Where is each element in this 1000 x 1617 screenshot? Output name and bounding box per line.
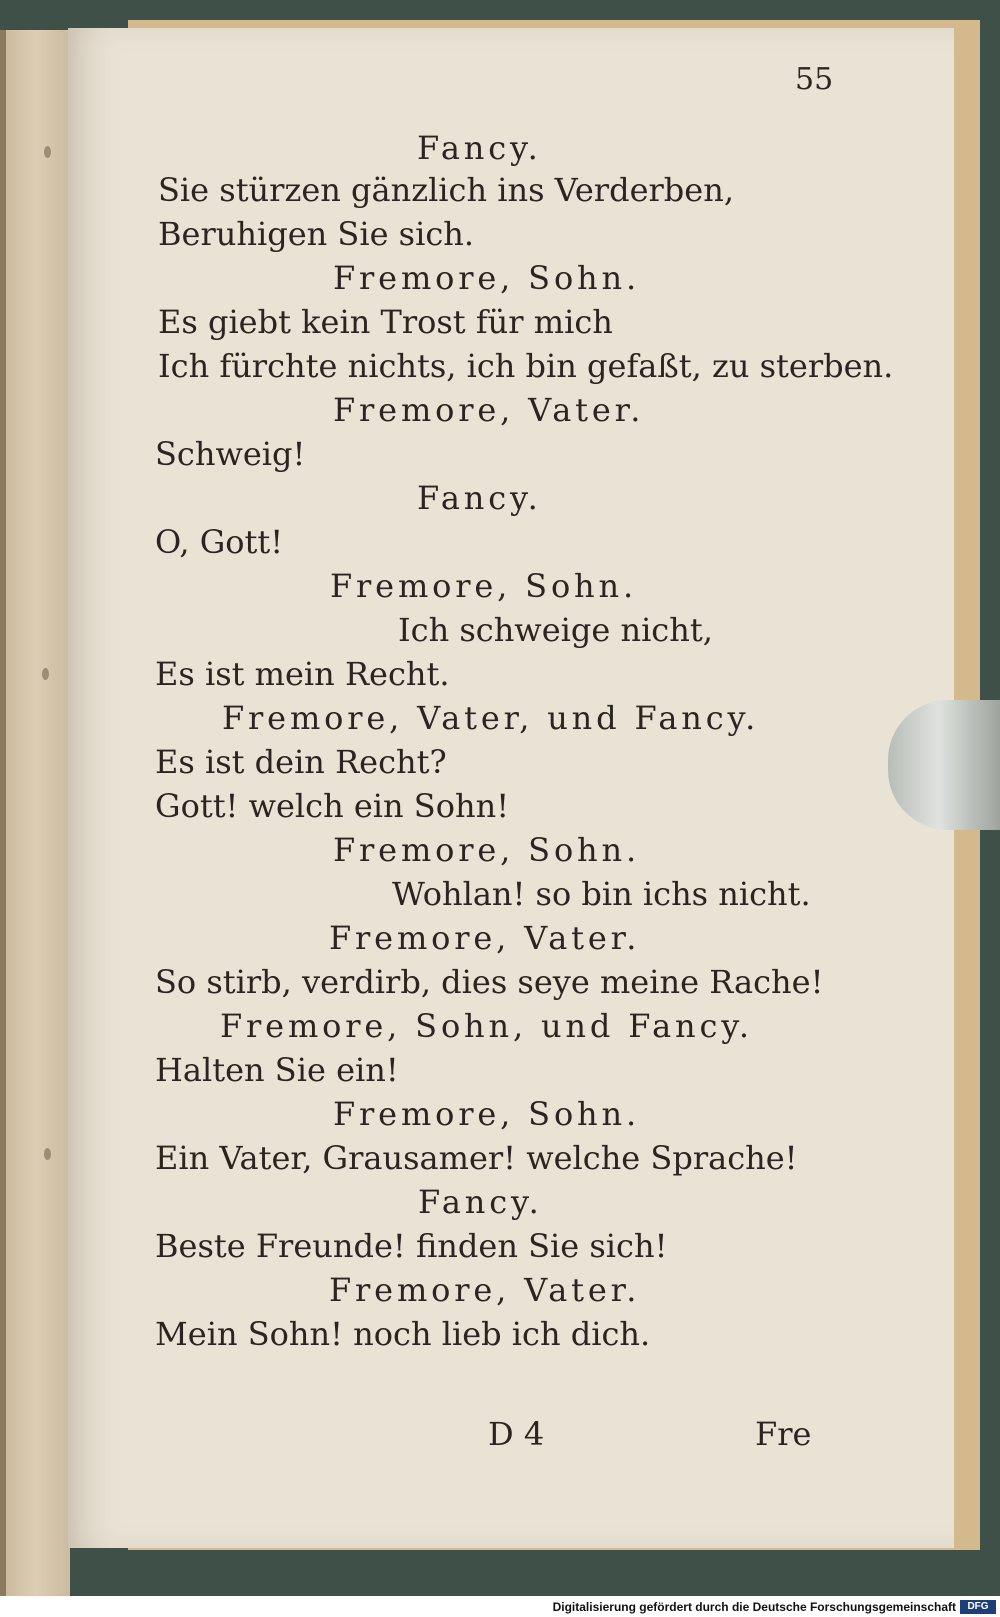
verse-line: Es ist mein Recht. [155,655,450,693]
funding-note: Digitalisierung gefördert durch die Deutsche Forschungsgemeinschaft [552,1600,956,1614]
signature-mark: D 4 [488,1415,545,1453]
verse-line: Gott! welch ein Sohn! [155,787,510,825]
speaker-line: Fremore, Sohn. [333,1095,640,1133]
speaker-line: Fremore, Sohn. [330,567,637,605]
verse-line: Es ist dein Recht? [155,743,447,781]
verse-line: Wohlan! so bin ichs nicht. [392,875,811,913]
speaker-line: Fremore, Vater. [329,1271,641,1309]
verse-line: Beruhigen Sie sich. [158,215,475,253]
verse-line: So stirb, verdirb, dies seye meine Rache! [155,963,824,1001]
verse-line: Schweig! [155,435,306,473]
verse-line: Ich fürchte nichts, ich bin gefaßt, zu sterben. [158,347,894,385]
verse-line: Beste Freunde! finden Sie sich! [155,1227,668,1265]
verse-line: Ich schweige nicht, [398,611,713,649]
verse-line: Sie stürzen gänzlich ins Verderben, [158,171,734,209]
book-spine-shadow [0,30,6,1596]
speaker-line: Fremore, Vater. [329,919,641,957]
verse-line: Es giebt kein Trost für mich [158,303,613,341]
verse-line: O, Gott! [155,523,284,561]
speaker-line: Fremore, Sohn. [333,259,640,297]
speaker-line: Fancy. [418,1183,543,1221]
page-clip [888,700,1000,830]
catchword: Fre [755,1415,812,1453]
binding-hole [42,668,49,680]
speaker-line: Fancy. [417,479,542,517]
dfg-logo: DFG [960,1600,996,1614]
binding-hole [44,1148,51,1160]
speaker-line: Fremore, Sohn. [333,831,640,869]
verse-line: Halten Sie ein! [155,1051,399,1089]
speaker-line: Fremore, Vater, und Fancy. [222,699,760,737]
speaker-line: Fremore, Vater. [333,391,645,429]
left-page-edge [0,30,70,1596]
verse-line: Ein Vater, Grausamer! welche Sprache! [155,1139,798,1177]
speaker-line: Fremore, Sohn, und Fancy. [220,1007,753,1045]
verse-line: Mein Sohn! noch lieb ich dich. [155,1315,651,1353]
page-number: 55 [795,62,834,97]
speaker-line: Fancy. [417,129,542,167]
binding-hole [44,146,51,158]
